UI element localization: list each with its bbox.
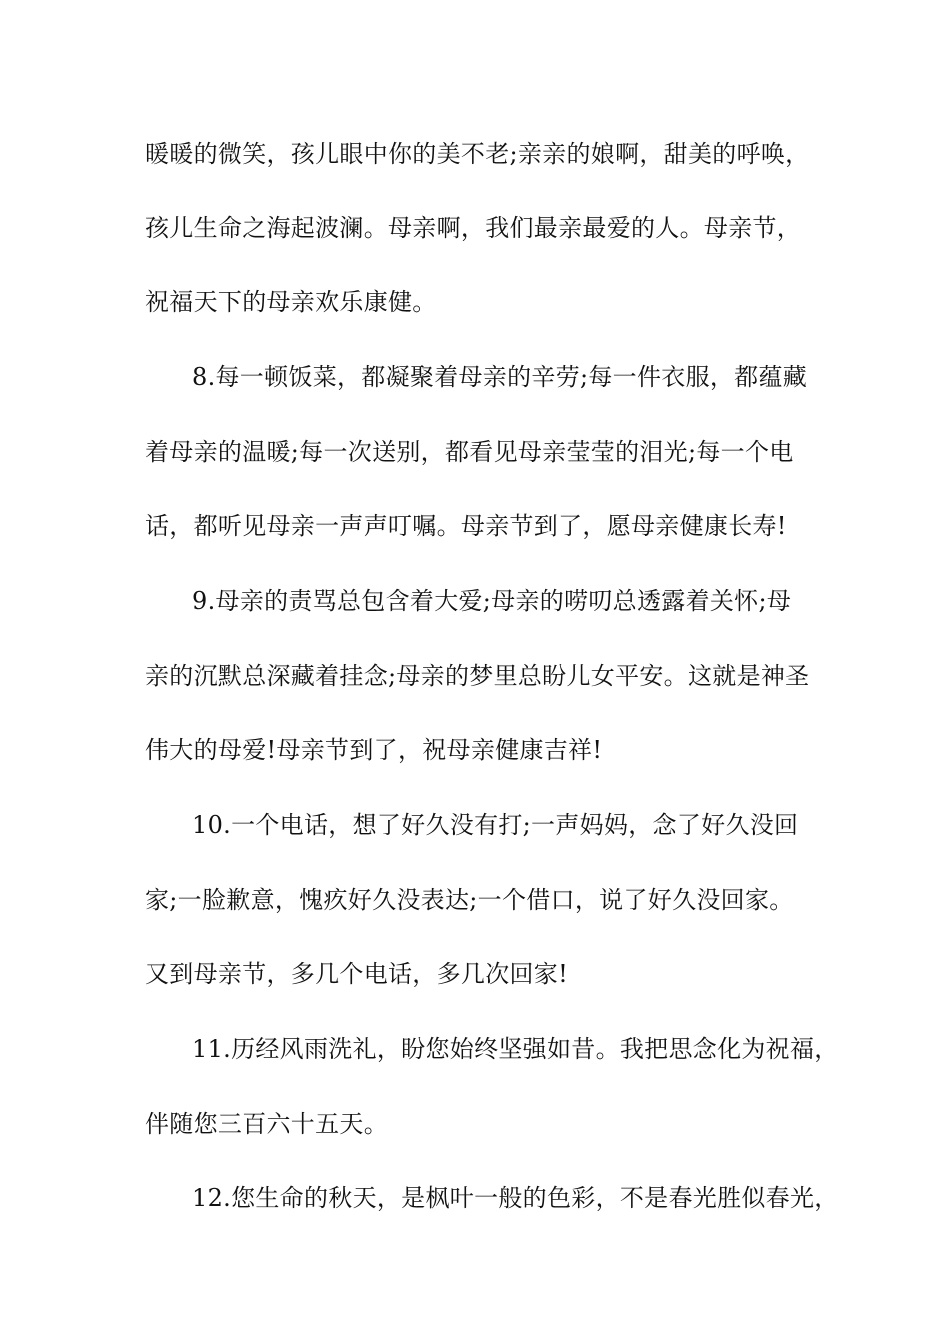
text-line: 伟大的母爱!母亲节到了，祝母亲健康吉祥!: [145, 736, 603, 764]
text-line: 又到母亲节，多几个电话，多几次回家!: [145, 960, 569, 988]
paragraph-start-line: 11.历经风雨洗礼，盼您始终坚强如昔。我把思念化为祝福，: [192, 1035, 839, 1063]
text-line: 家;一脸歉意，愧疚好久没表达;一个借口，说了好久没回家。: [145, 886, 794, 914]
text-line: 着母亲的温暖;每一次送别，都看见母亲莹莹的泪光;每一个电: [145, 438, 794, 466]
text-line: 伴随您三百六十五天。: [145, 1110, 388, 1138]
text-line: 话，都听见母亲一声声叮嘱。母亲节到了，愿母亲健康长寿!: [145, 512, 787, 540]
paragraph-start-line: 9.母亲的责骂总包含着大爱;母亲的唠叨总透露着关怀;母: [192, 587, 792, 615]
paragraph-start-line: 10.一个电话，想了好久没有打;一声妈妈，念了好久没回: [192, 811, 799, 839]
text-line: 暖暖的微笑，孩儿眼中你的美不老;亲亲的娘啊，甜美的呼唤，: [145, 140, 810, 168]
text-line: 祝福天下的母亲欢乐康健。: [145, 288, 437, 316]
text-line: 孩儿生命之海起波澜。母亲啊，我们最亲最爱的人。母亲节，: [145, 214, 802, 242]
text-line: 亲的沉默总深藏着挂念;母亲的梦里总盼儿女平安。这就是神圣: [145, 662, 810, 690]
paragraph-start-line: 12.您生命的秋天，是枫叶一般的色彩，不是春光胜似春光，: [192, 1184, 839, 1212]
paragraph-start-line: 8.每一顿饭菜，都凝聚着母亲的辛劳;每一件衣服，都蕴藏: [192, 363, 808, 391]
